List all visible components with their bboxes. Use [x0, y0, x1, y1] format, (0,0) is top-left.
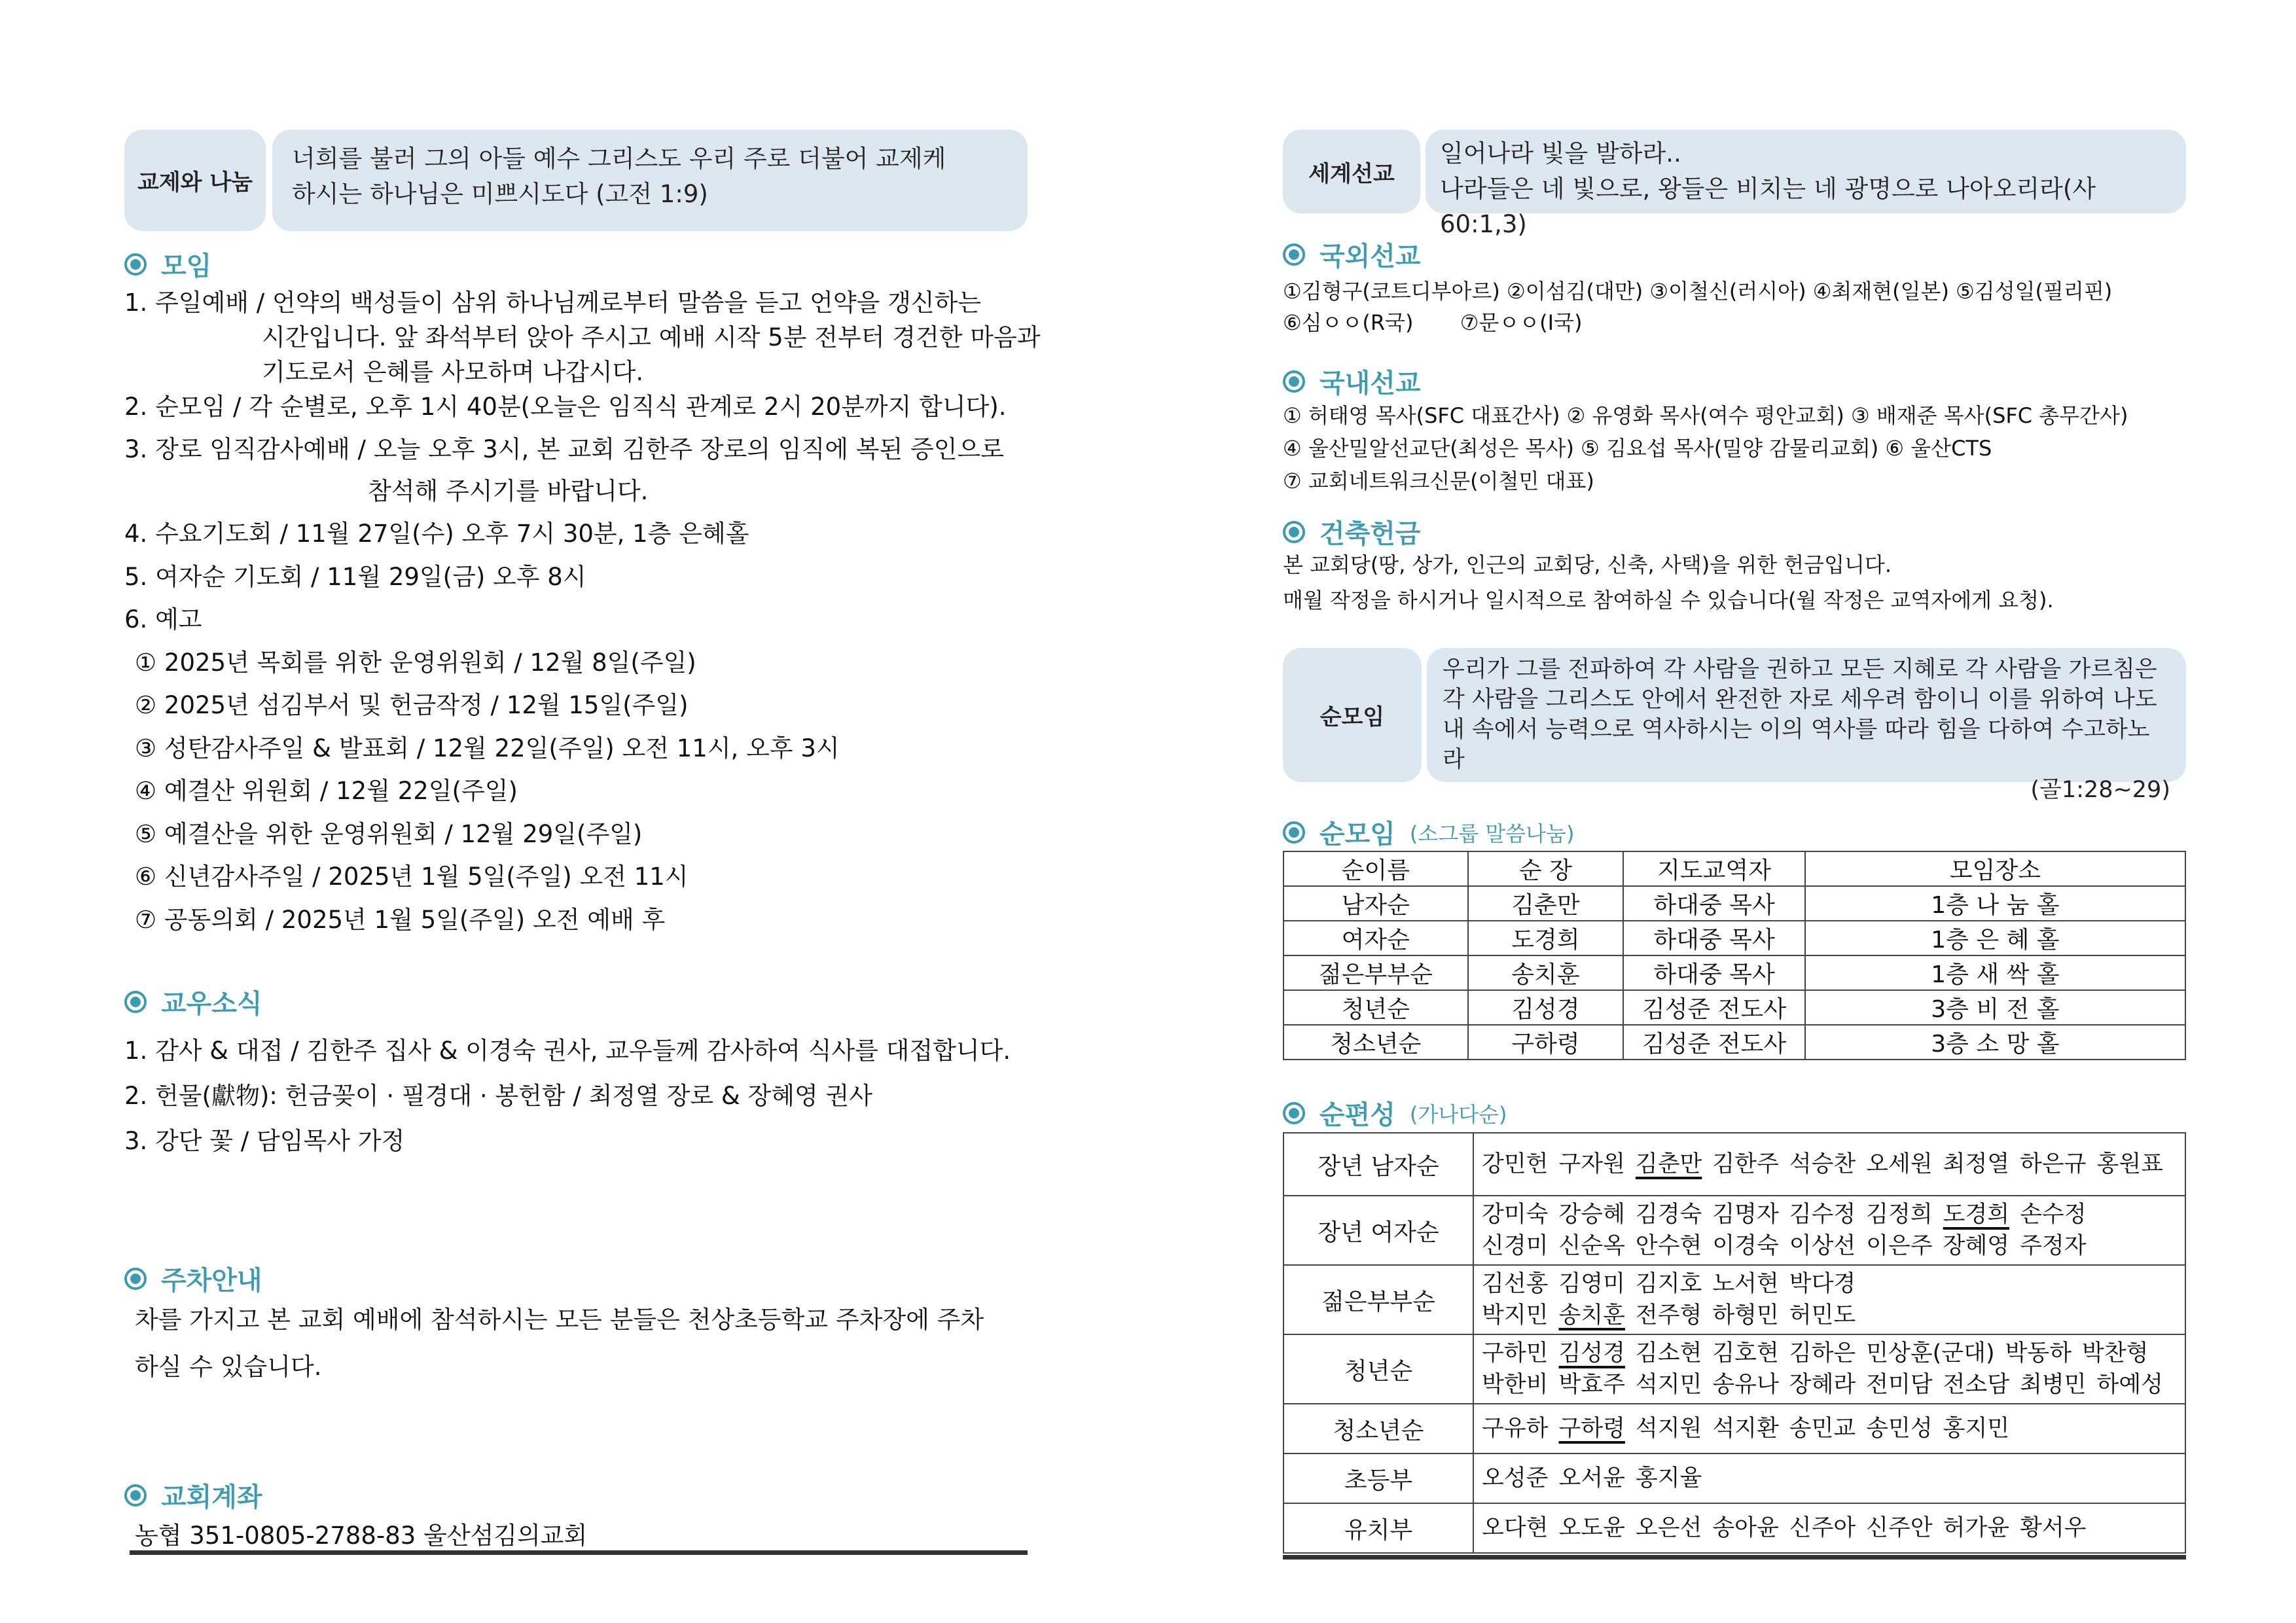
group-leader-name: 도경희 [1943, 1202, 2010, 1228]
member-name: 김지호 [1635, 1271, 1702, 1297]
member-name: 전미담 [1866, 1372, 1933, 1398]
member-name: 송유나 [1712, 1372, 1779, 1398]
member-line [1482, 1512, 2178, 1544]
table-cell: 도경희 [1468, 921, 1624, 955]
soon-label: 순모임 [1283, 648, 1422, 782]
member-name: 강미숙 [1482, 1202, 1549, 1228]
member-name: 박다경 [1789, 1271, 1856, 1297]
domestic-line: ④ 울산밀알선교단(최성은 목사) ⑤ 김요섭 목사(밀양 감물리교회) ⑥ 울산CTS [1283, 436, 1992, 461]
verse-line-3: 내 속에서 능력으로 역사하시는 이의 역사를 따라 힘을 다하여 수고하노라 [1443, 717, 2150, 773]
member-name: 황서우 [2020, 1515, 2087, 1541]
member-name: 노서현 [1712, 1271, 1779, 1297]
member-name: 오도윤 [1558, 1515, 1625, 1541]
overseas-line: ①김형구(코트디부아르) ②이섬김(대만) ③이철신(러시아) ④최재현(일본) ⑤김성일(필리핀) [1283, 279, 2113, 304]
group-members [1473, 1404, 2185, 1454]
table-cell: 하대중 목사 [1623, 921, 1805, 955]
member-name: 석지원 [1635, 1416, 1702, 1442]
overseas-section-title: 국외선교 [1283, 236, 1421, 273]
table-cell: 3층 비 전 홀 [1805, 990, 2185, 1025]
member-name: 전주형 [1635, 1302, 1702, 1329]
group-leader-name: 송치훈 [1558, 1302, 1625, 1329]
soon-verse [1427, 648, 2186, 803]
building-line: 매월 작정을 하시거나 일시적으로 참여하실 수 있습니다(월 작정은 교역자에게 요청). [1283, 588, 2054, 613]
table-cell: 하대중 목사 [1623, 955, 1805, 990]
member-name: 홍지민 [1943, 1416, 2010, 1442]
member-line [1482, 1199, 2178, 1230]
member-name: 하은규 [2020, 1151, 2087, 1177]
meeting-line: 3. 장로 임직감사예배 / 오늘 오후 3시, 본 교회 김한주 장로의 임직에 복된 증인으로 [124, 435, 1004, 463]
member-name: 강민헌 [1482, 1151, 1549, 1177]
verse-line-2: 하시는 하나님은 미쁘시도다 (고전 1:9) [292, 180, 708, 208]
meeting-line: 1. 주일예배 / 언약의 백성들이 삼위 하나님께로부터 말씀을 듣고 언약을 갱신하는 [124, 289, 982, 317]
overseas-line: ⑥심ㅇㅇ(R국) ⑦문ㅇㅇ(I국) [1283, 310, 1583, 335]
member-name: 김소현 [1635, 1340, 1702, 1366]
member-name: 박동하 [2005, 1340, 2072, 1366]
member-name: 김한주 [1712, 1151, 1779, 1177]
member-line [1482, 1230, 2178, 1262]
column-header: 순이름 [1283, 851, 1468, 886]
member-name: 박한비 [1482, 1372, 1549, 1398]
table-cell: 김춘만 [1468, 886, 1624, 921]
member-name: 허가윤 [1943, 1515, 2010, 1541]
member-name: 하형민 [1712, 1302, 1779, 1329]
bullet-icon [124, 991, 147, 1013]
member-name: 신주안 [1866, 1515, 1933, 1541]
table-cell: 1층 나 눔 홀 [1805, 886, 2185, 921]
bullet-icon [1283, 370, 1305, 393]
member-name: 최정열 [1943, 1151, 2010, 1177]
member-line [1482, 1369, 2178, 1400]
table-row [1283, 921, 2185, 955]
table-cell: 여자순 [1283, 921, 1468, 955]
group-name: 장년 여자순 [1283, 1196, 1473, 1265]
bullet-icon [1283, 521, 1305, 543]
mission-verse [1426, 130, 2186, 238]
member-name: 이은주 [1866, 1233, 1933, 1259]
group-row [1283, 1334, 2185, 1404]
member-name: 석지환 [1712, 1416, 1779, 1442]
domestic-section-title: 국내선교 [1283, 363, 1421, 400]
member-name: 하예성 [2096, 1372, 2163, 1398]
member-name: 이경숙 [1712, 1233, 1779, 1259]
group-leader-name: 구하령 [1558, 1416, 1625, 1442]
group-row [1283, 1133, 2185, 1196]
member-line [1482, 1268, 2178, 1300]
table-cell: 김성준 전도사 [1623, 1025, 1805, 1060]
table-cell: 3층 소 망 홀 [1805, 1025, 2185, 1060]
table-cell: 김성경 [1468, 990, 1624, 1025]
group-row [1283, 1404, 2185, 1454]
member-name: 구하민 [1482, 1340, 1549, 1366]
table-cell: 하대중 목사 [1623, 886, 1805, 921]
member-name: 김수정 [1789, 1202, 1856, 1228]
member-name: 강승혜 [1558, 1202, 1625, 1228]
news-line: 1. 감사 & 대접 / 김한주 집사 & 이경숙 권사, 교우들께 감사하여 식사를 대접합니다. [124, 1037, 1011, 1065]
verse-line-1: 너희를 불러 그의 아들 예수 그리스도 우리 주로 더불어 교제케 [292, 145, 946, 173]
member-name: 장혜라 [1789, 1372, 1856, 1398]
group-leader-name: 김성경 [1558, 1340, 1625, 1366]
group-members [1473, 1334, 2185, 1404]
member-name: 이상선 [1789, 1233, 1856, 1259]
table-header-row [1283, 851, 2185, 886]
member-name: 안수현 [1635, 1233, 1702, 1259]
group-members [1473, 1196, 2185, 1265]
news-line: 2. 헌물(獻物): 헌금꽂이 · 필경대 · 봉헌함 / 최정열 장로 & 장혜영 권사 [124, 1082, 872, 1110]
mission-label: 세계선교 [1283, 130, 1420, 213]
member-name: 김정희 [1866, 1202, 1933, 1228]
column-header: 모임장소 [1805, 851, 2185, 886]
table-row [1283, 1025, 2185, 1060]
group-name: 장년 남자순 [1283, 1133, 1473, 1196]
group-row [1283, 1503, 2185, 1553]
soon-groups-title: 순편성 (가나다순) [1283, 1094, 1507, 1132]
member-line [1482, 1338, 2178, 1369]
notice-item: ② 2025년 섬김부서 및 헌금작정 / 12월 15일(주일) [135, 691, 689, 719]
table-row [1283, 990, 2185, 1025]
group-name: 유치부 [1283, 1503, 1473, 1553]
meeting-line: 5. 여자순 기도회 / 11월 29일(금) 오후 8시 [124, 563, 586, 591]
domestic-line: ⑦ 교회네트워크신문(이철민 대표) [1283, 469, 1594, 493]
parking-section-title: 주차안내 [124, 1260, 262, 1297]
group-row [1283, 1454, 2185, 1503]
account-divider [130, 1550, 1028, 1555]
parking-line: 하실 수 있습니다. [135, 1353, 322, 1381]
meeting-line: 참석해 주시기를 바랍니다. [368, 477, 649, 505]
member-name: 김하은 [1789, 1340, 1856, 1366]
soon-meeting-table [1283, 851, 2186, 1060]
bullet-icon [124, 1268, 147, 1290]
member-name: 홍원표 [2096, 1151, 2163, 1177]
member-name: 박효주 [1558, 1372, 1625, 1398]
verse-line-2: 나라들은 네 빛으로, 왕들은 비치는 네 광명으로 나아오리라(사60:1,3) [1440, 175, 2096, 238]
meeting-line: 6. 예고 [124, 605, 202, 633]
member-name: 주정자 [2020, 1233, 2087, 1259]
group-leader-name: 김춘만 [1635, 1151, 1702, 1177]
member-name: 오성준 [1482, 1465, 1549, 1491]
account-section-title: 교회계좌 [124, 1476, 262, 1514]
table-cell: 김성준 전도사 [1623, 990, 1805, 1025]
member-line [1482, 1463, 2178, 1494]
meeting-line: 2. 순모임 / 각 순별로, 오후 1시 40분(오늘은 임직식 관계로 2시 20분까지 합니다). [124, 393, 1007, 421]
member-name: 송민성 [1866, 1416, 1933, 1442]
verse-line-2: 각 사람을 그리스도 안에서 완전한 자로 세우려 함이니 이를 위하여 나도 [1443, 687, 2157, 713]
member-name: 김호현 [1712, 1340, 1779, 1366]
fellowship-verse [272, 130, 1028, 231]
groups-divider [1283, 1555, 2186, 1560]
group-members [1473, 1503, 2185, 1553]
bullet-icon [1283, 1102, 1305, 1124]
meeting-line: 기도로서 은혜를 사모하며 나갑시다. [262, 358, 644, 386]
table-cell: 젊은부부순 [1283, 955, 1468, 990]
member-name: 석지민 [1635, 1372, 1702, 1398]
member-name: 신순옥 [1558, 1233, 1625, 1259]
bullet-icon [124, 1484, 147, 1507]
group-name: 젊은부부순 [1283, 1265, 1473, 1334]
meeting-section-title: 모임 [124, 245, 211, 283]
notice-item: ⑤ 예결산을 위한 운영위원회 / 12월 29일(주일) [135, 820, 643, 848]
member-name: 허민도 [1789, 1302, 1856, 1329]
group-name: 청소년순 [1283, 1404, 1473, 1454]
member-name: 박지민 [1482, 1302, 1549, 1329]
meeting-line: 4. 수요기도회 / 11월 27일(수) 오후 7시 30분, 1층 은혜홀 [124, 520, 749, 548]
member-name: 송아윤 [1712, 1515, 1779, 1541]
member-name: 김선홍 [1482, 1271, 1549, 1297]
table-cell: 1층 새 싹 홀 [1805, 955, 2185, 990]
member-name: 김경숙 [1635, 1202, 1702, 1228]
group-members [1473, 1133, 2185, 1196]
notice-item: ③ 성탄감사주일 & 발표회 / 12월 22일(주일) 오전 11시, 오후 3시 [135, 734, 840, 762]
building-section-title: 건축헌금 [1283, 513, 1421, 550]
bullet-icon [1283, 243, 1305, 266]
notice-item: ⑦ 공동의회 / 2025년 1월 5일(주일) 오전 예배 후 [135, 906, 666, 934]
member-name: 오서윤 [1558, 1465, 1625, 1491]
group-name: 초등부 [1283, 1454, 1473, 1503]
news-section-title: 교우소식 [124, 983, 262, 1020]
group-members [1473, 1265, 2185, 1334]
member-name: 김영미 [1558, 1271, 1625, 1297]
table-cell: 1층 은 혜 홀 [1805, 921, 2185, 955]
table-cell: 송치훈 [1468, 955, 1624, 990]
building-line: 본 교회당(땅, 상가, 인근의 교회당, 신축, 사택)을 위한 헌금입니다. [1283, 552, 1892, 577]
group-row [1283, 1196, 2185, 1265]
member-name: 최병민 [2020, 1372, 2087, 1398]
bullet-icon [1283, 821, 1305, 844]
table-cell: 청년순 [1283, 990, 1468, 1025]
fellowship-label: 교제와 나눔 [124, 130, 266, 231]
verse-reference: (골1:28~29) [2030, 777, 2170, 803]
member-name: 오다현 [1482, 1515, 1549, 1541]
column-header: 지도교역자 [1623, 851, 1805, 886]
member-name: 전소담 [1943, 1372, 2010, 1398]
member-name: 손수정 [2020, 1202, 2087, 1228]
verse-line-1: 일어나라 빛을 발하라.. [1440, 139, 1681, 168]
news-line: 3. 강단 꽃 / 담임목사 가정 [124, 1127, 405, 1155]
member-name: 오은선 [1635, 1515, 1702, 1541]
member-name: 홍지율 [1635, 1465, 1702, 1491]
group-name: 청년순 [1283, 1334, 1473, 1404]
group-members [1473, 1454, 2185, 1503]
member-name: 박찬형 [2082, 1340, 2149, 1366]
member-name: 민상훈(군대) [1866, 1340, 1995, 1366]
table-row [1283, 955, 2185, 990]
table-cell: 구하령 [1468, 1025, 1624, 1060]
member-name: 송민교 [1789, 1416, 1856, 1442]
account-number: 농협 351-0805-2788-83 울산섬김의교회 [135, 1522, 588, 1550]
table-row [1283, 886, 2185, 921]
member-name: 오세원 [1866, 1151, 1933, 1177]
parking-line: 차를 가지고 본 교회 예배에 참석하시는 모든 분들은 천상초등학교 주차장에 주차 [135, 1306, 984, 1334]
meeting-line: 시간입니다. 앞 좌석부터 앉아 주시고 예배 시작 5분 전부터 경건한 마음과 [262, 323, 1041, 351]
soon-groups-table [1283, 1132, 2186, 1554]
domestic-line: ① 허태영 목사(SFC 대표간사) ② 유영화 목사(여수 평안교회) ③ 배재준 목사(SFC 총무간사) [1283, 403, 2128, 428]
member-line [1482, 1149, 2178, 1180]
verse-line-1: 우리가 그를 전파하여 각 사람을 권하고 모든 지혜로 각 사람을 가르침은 [1443, 656, 2157, 683]
notice-item: ④ 예결산 위원회 / 12월 22일(주일) [135, 777, 518, 805]
member-name: 김명자 [1712, 1202, 1779, 1228]
member-name: 석승찬 [1789, 1151, 1856, 1177]
member-name: 신경미 [1482, 1233, 1549, 1259]
column-header: 순 장 [1468, 851, 1624, 886]
member-line [1482, 1413, 2178, 1444]
notice-item: ⑥ 신년감사주일 / 2025년 1월 5일(주일) 오전 11시 [135, 863, 689, 891]
soon-table-title: 순모임 (소그룹 말씀나눔) [1283, 813, 1574, 851]
group-row [1283, 1265, 2185, 1334]
table-cell: 청소년순 [1283, 1025, 1468, 1060]
member-line [1482, 1300, 2178, 1331]
table-cell: 남자순 [1283, 886, 1468, 921]
member-name: 신주아 [1789, 1515, 1856, 1541]
notice-item: ① 2025년 목회를 위한 운영위원회 / 12월 8일(주일) [135, 649, 696, 677]
member-name: 구유하 [1482, 1416, 1549, 1442]
member-name: 장혜영 [1943, 1233, 2010, 1259]
bullet-icon [124, 253, 147, 276]
member-name: 구자원 [1558, 1151, 1625, 1177]
